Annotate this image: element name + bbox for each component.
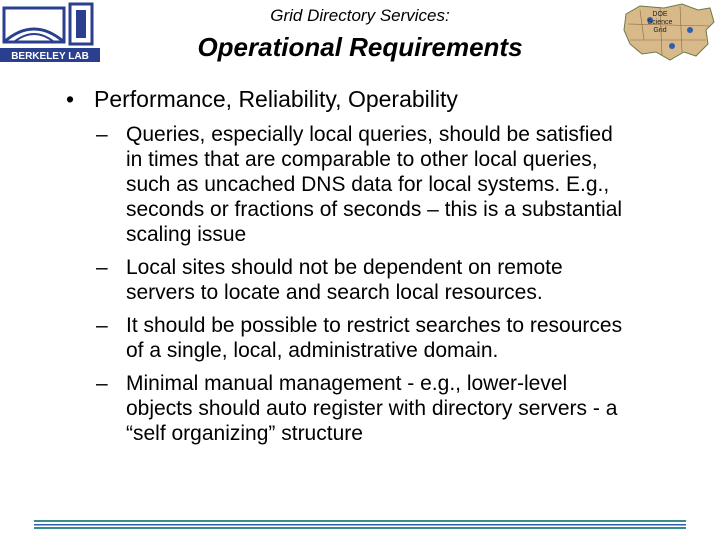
logo-doe-text: DOE	[652, 11, 668, 18]
sub-bullet-line: scaling issue	[126, 223, 247, 246]
dash-marker: –	[96, 123, 108, 146]
sub-bullet-line: objects should auto register with directory servers - a	[126, 397, 618, 420]
main-bullet	[66, 86, 458, 113]
sub-bullet-line: Local sites should not be dependent on remote	[126, 256, 563, 279]
dash-marker: –	[96, 372, 108, 395]
sub-bullet-line: seconds or fractions of seconds – this is a substantial	[126, 198, 623, 221]
slide-subtitle: Grid Directory Services:	[270, 6, 450, 25]
bottom-rule	[34, 520, 686, 530]
sub-bullet-line: It should be possible to restrict searches to resources	[126, 314, 623, 337]
sub-bullet	[96, 313, 706, 363]
sub-bullet-list	[96, 122, 706, 454]
sub-bullet	[96, 122, 706, 247]
logo-grid-text: Grid	[653, 27, 667, 34]
sub-bullet-line: “self organizing” structure	[126, 422, 363, 445]
sub-bullet	[96, 371, 706, 446]
dash-marker: –	[96, 314, 108, 337]
main-bullet-text: Performance, Reliability, Operability	[94, 86, 458, 112]
logo-science-text: Science	[647, 19, 673, 26]
doe-science-grid-logo	[620, 0, 716, 64]
sub-bullet-line: Minimal manual management - e.g., lower-level	[126, 372, 568, 395]
dash-marker: –	[96, 256, 108, 279]
sub-bullet-line: in times that are comparable to other local queries,	[126, 148, 598, 171]
berkeley-lab-logo	[0, 0, 100, 64]
sub-bullet-line: Queries, especially local queries, should be satisfied	[126, 123, 613, 146]
sub-bullet-line: of a single, local, administrative domain.	[126, 339, 499, 362]
sub-bullet	[96, 255, 706, 305]
sub-bullet-line: servers to locate and search local resources.	[126, 281, 543, 304]
bullet-marker: •	[66, 86, 75, 112]
slide-title: Operational Requirements	[197, 32, 523, 62]
berkeley-lab-text: BERKELEY LAB	[11, 51, 89, 62]
sub-bullet-line: such as uncached DNS data for local systems. E.g.,	[126, 173, 610, 196]
